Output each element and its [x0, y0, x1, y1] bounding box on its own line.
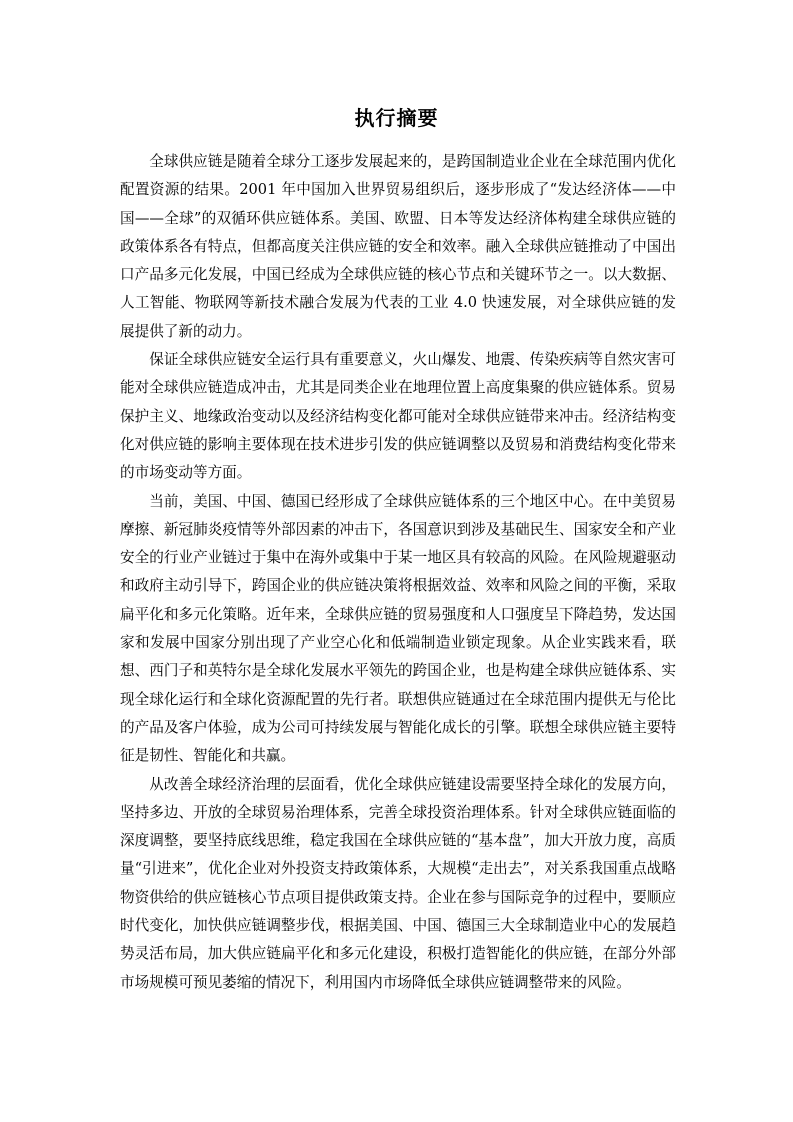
- paragraph-regional-centers: 当前，美国、中国、德国已经形成了全球供应链体系的三个地区中心。在中美贸易摩擦、新冠肺炎疫情等外部因素的冲击下，各国意识到涉及基础民生、国家安全和产业安全的行业产业链过于集中在海外或集中于某一地区具有较高的风险。在风险规避驱动和政府主动引导下，跨国企业的供应链决策将根据效益、效率和风险之间的平衡，采取扁平化和多元化策略。近年来，全球供应链的贸易强度和人口强度呈下降趋势，发达国家和发展中国家分别出现了产业空心化和低端制造业锁定现象。从企业实践来看，联想、西门子和英特尔是全球化发展水平领先的跨国企业，也是构建全球供应链体系、实现全球化运行和全球化资源配置的先行者。联想供应链通过在全球范围内提供无与伦比的产品及客户体验，成为公司可持续发展与智能化成长的引擎。联想全球供应链主要特征是韧性、智能化和共赢。: [120, 492, 676, 765]
- paragraph-supply-chain-security: 保证全球供应链安全运行具有重要意义，火山爆发、地震、传染疾病等自然灾害可能对全球供应链造成冲击，尤其是同类企业在地理位置上高度集聚的供应链体系。贸易保护主义、地缘政治变动以及经济结构变化都可能对全球供应链带来冲击。经济结构变化对供应链的影响主要体现在技术进步引发的供应链调整以及贸易和消费结构变化带来的市场变动等方面。: [120, 351, 676, 482]
- paragraph-governance-recommendations: 从改善全球经济治理的层面看，优化全球供应链建设需要坚持全球化的发展方向，坚持多边、开放的全球贸易治理体系，完善全球投资治理体系。针对全球供应链面临的深度调整，要坚持底线思维，稳定我国在全球供应链的“基本盘”，加大开放力度，高质量“引进来”，优化企业对外投资支持政策体系，大规模“走出去”，对关系我国重点战略物资供给的供应链核心节点项目提供政策支持。企业在参与国际竞争的过程中，要顺应时代变化，加快供应链调整步伐，根据美国、中国、德国三大全球制造业中心的发展趋势灵活布局，加大供应链扁平化和多元化建设，积极打造智能化的供应链，在部分外部市场规模可预见萎缩的情况下，利用国内市场降低全球供应链调整带来的风险。: [120, 775, 676, 991]
- paragraph-global-supply-chain-origin: 全球供应链是随着全球分工逐步发展起来的，是跨国制造业企业在全球范围内优化配置资源的结果。2001 年中国加入世界贸易组织后，逐步形成了“发达经济体——中国——全球”的双循环供应链体系。美国、欧盟、日本等发达经济体构建全球供应链的政策体系各有特点，但都高度关注供应链的安全和效率。融入全球供应链推动了中国出口产品多元化发展，中国已经成为全球供应链的核心节点和关键环节之一。以大数据、人工智能、物联网等新技术融合发展为代表的工业 4.0 快速发展，对全球供应链的发展提供了新的动力。: [120, 153, 676, 340]
- page-title: 执行摘要: [354, 106, 439, 130]
- summary-body: [120, 148, 676, 997]
